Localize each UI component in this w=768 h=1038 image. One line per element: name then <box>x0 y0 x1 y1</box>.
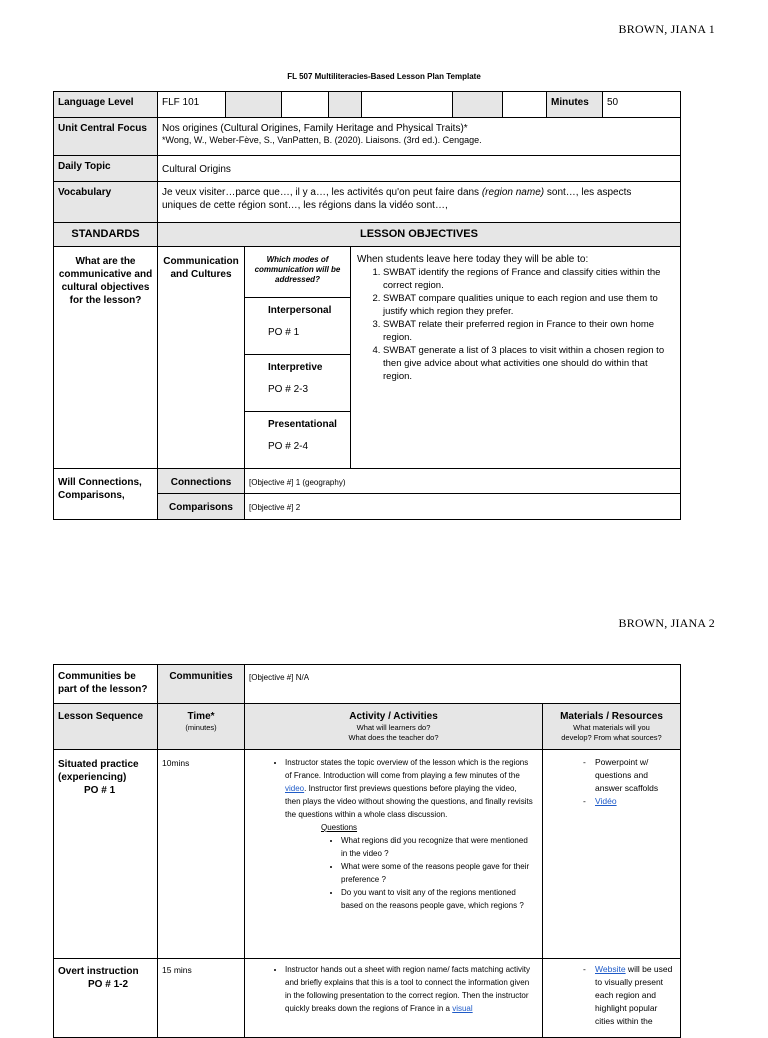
connections-value: [Objective #] 1 (geography) <box>244 468 681 494</box>
overt-instruction-activity <box>244 958 543 1038</box>
unit-focus-line1: Nos origines (Cultural Origines, Family Heritage and Physical Traits)* <box>162 123 468 134</box>
mode-name: Interpersonal <box>268 305 332 316</box>
activity-header <box>244 703 543 750</box>
situated-practice-time: 10mins <box>157 749 245 959</box>
activity-text: Instructor hands out a sheet with region name/ facts matching activity and briefly explains that this is a tool to connect the information given in the following presentation to the correct region. Then the instructor quickly breaks down the regions of France in a <box>285 965 531 1013</box>
materials-text: will be used to visually present each region and highlight popular cities within the <box>595 964 673 1026</box>
objectives-list <box>357 266 672 383</box>
mode-presentational <box>244 411 351 469</box>
activity-label: Activity / Activities <box>349 711 438 722</box>
communication-cultures-label: Communication and Cultures <box>157 246 245 469</box>
overt-instruction-materials <box>542 958 681 1038</box>
unit-focus-citation: *Wong, W., Weber-Fève, S., VanPatten, B. (2020). Liaisons. (3rd ed.). Cengage. <box>162 135 482 145</box>
objectives-intro: When students leave here today they will be able to: <box>357 254 589 265</box>
materials-list <box>581 963 674 1028</box>
standards-header: STANDARDS <box>53 222 158 247</box>
question-item: • What regions did you recognize that were mentioned in the video ? <box>341 834 534 860</box>
objective-item: 3. SWBAT relate their preferred region in France to their own home region. <box>383 318 672 344</box>
daily-topic-value: Cultural Origins <box>157 155 681 182</box>
mode-interpersonal <box>244 297 351 355</box>
objective-item: 4. SWBAT generate a list of 3 places to visit within a chosen region to then give advice about what activities one should do within that region. <box>383 344 672 383</box>
blank-cell <box>452 91 503 118</box>
activity-text: . Instructor first previews questions before playing the video, then plays the video without showing the questions, and finally revisits the questions within a whole class discussion. <box>285 784 533 819</box>
website-link[interactable]: Website <box>595 964 626 974</box>
communities-value: [Objective #] N/A <box>244 664 681 704</box>
mode-po: PO # 1 <box>268 327 300 338</box>
vocab-line2: uniques de cette région sont…, les régions dans la vidéo sont…, <box>162 200 448 211</box>
materials-header <box>542 703 681 750</box>
page-header: BROWN, JIANA 2 <box>618 616 715 630</box>
materials-item <box>595 795 674 808</box>
mode-po: PO # 2-4 <box>268 441 309 452</box>
objectives-list-cell <box>350 246 681 469</box>
activity-bullet <box>285 963 534 1015</box>
language-level-label: Language Level <box>53 91 158 118</box>
mode-name: Interpretive <box>268 362 323 373</box>
objective-item: 2. SWBAT compare qualities unique to each region and use them to justify which region they prefer. <box>383 292 672 318</box>
document-title: FL 507 Multiliteracies-Based Lesson Plan Template <box>287 72 481 81</box>
vocabulary-value <box>157 181 681 223</box>
vocab-region-placeholder: (region name) <box>481 187 545 198</box>
connections-label: Connections <box>157 468 245 494</box>
video-link[interactable]: video <box>285 784 305 793</box>
materials-item <box>595 963 674 1028</box>
vocab-text-b: sont…, les aspects <box>544 187 632 198</box>
stage-po: PO # 1-2 <box>88 979 129 990</box>
vocabulary-label: Vocabulary <box>53 181 158 223</box>
questions-list <box>271 834 534 912</box>
mode-po: PO # 2-3 <box>268 384 309 395</box>
materials-sub1: What materials will you <box>573 723 650 732</box>
mode-interpretive <box>244 354 351 412</box>
communities-question: Communities be part of the lesson? <box>53 664 158 704</box>
language-level-value: FLF 101 <box>157 91 226 118</box>
daily-topic-label: Daily Topic <box>53 155 158 182</box>
mode-name: Presentational <box>268 419 337 430</box>
blank-cell <box>225 91 282 118</box>
stage-po: PO # 1 <box>84 785 116 796</box>
time-label: Time* <box>187 711 215 722</box>
unit-focus-value <box>157 117 681 156</box>
comparisons-label: Comparisons <box>157 493 245 520</box>
blank-cell <box>281 91 329 118</box>
situated-practice-activity <box>244 749 543 959</box>
time-header <box>157 703 245 750</box>
page-header: BROWN, JIANA 1 <box>618 22 715 36</box>
question-item: • What were some of the reasons people gave for their preference ? <box>341 860 534 886</box>
objectives-question: What are the communicative and cultural objectives for the lesson? <box>53 246 158 469</box>
overt-instruction-time: 15 mins <box>157 958 245 1038</box>
unit-focus-label: Unit Central Focus <box>53 117 158 156</box>
objective-item: 1. SWBAT identify the regions of France and classify cities within the correct region. <box>383 266 672 292</box>
questions-label: Questions <box>321 823 358 832</box>
objectives-header: LESSON OBJECTIVES <box>157 222 681 247</box>
will-connections-label: Will Connections, Comparisons, <box>53 468 158 520</box>
activity-bullet <box>285 756 534 821</box>
blank-cell <box>502 91 547 118</box>
communities-label: Communities <box>157 664 245 704</box>
materials-list <box>581 756 674 808</box>
comparisons-value: [Objective #] 2 <box>244 493 681 520</box>
situated-practice-materials <box>542 749 681 959</box>
activity-text: Instructor states the topic overview of the lesson which is the regions of France. Introduction will come from playing a few minutes of the <box>285 758 529 780</box>
blank-cell <box>361 91 453 118</box>
time-sub: (minutes) <box>185 723 217 732</box>
minutes-value: 50 <box>602 91 681 118</box>
stage-label: Situated practice (experiencing) <box>58 759 139 783</box>
materials-item: - Powerpoint w/ questions and answer scaffolds <box>595 756 674 795</box>
blank-cell <box>328 91 362 118</box>
video-resource-link[interactable]: Vidéo <box>595 796 617 806</box>
overt-instruction-stage <box>53 958 158 1038</box>
which-modes-label: Which modes of communication will be addressed? <box>244 246 351 298</box>
activity-sub2: What does the teacher do? <box>348 733 439 742</box>
situated-practice-stage <box>53 749 158 959</box>
activity-bullets <box>271 963 534 1015</box>
stage-label: Overt instruction <box>58 966 139 977</box>
question-item: • Do you want to visit any of the regions mentioned based on the reasons people gave, which regions ? <box>341 886 534 912</box>
vocab-text-a: Je veux visiter…parce que…, il y a…, les activités qu'on peut faire dans <box>162 187 482 198</box>
activity-bullets <box>271 756 534 821</box>
visual-link[interactable]: visual <box>452 1004 473 1013</box>
materials-sub2: develop? From what sources? <box>561 733 662 742</box>
minutes-label: Minutes <box>546 91 603 118</box>
activity-sub1: What will learners do? <box>356 723 431 732</box>
lesson-sequence-header: Lesson Sequence <box>53 703 158 750</box>
materials-label: Materials / Resources <box>560 711 663 722</box>
